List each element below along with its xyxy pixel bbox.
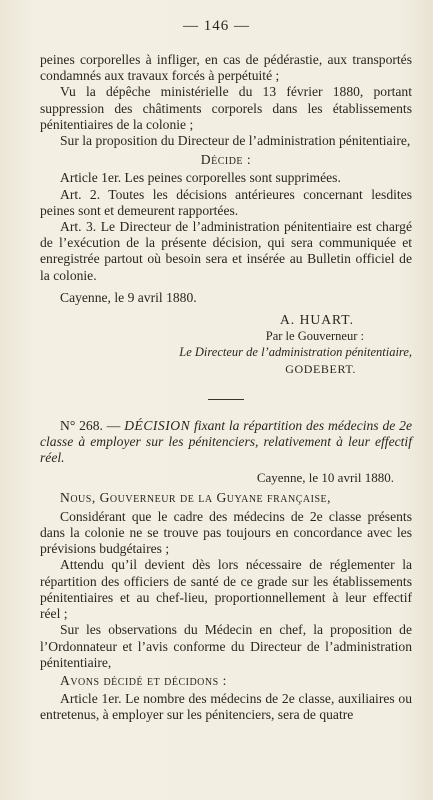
decision-date: Cayenne, le 10 avril 1880.	[256, 470, 394, 486]
nous-line: Nous, Gouverneur de la Guyane française,	[60, 489, 332, 505]
signature-name: A. HUART.	[279, 312, 354, 328]
date-line: Cayenne, le 9 avril 1880.	[60, 289, 197, 305]
decide-heading: Décide :	[200, 152, 252, 168]
decision-kind: DÉCISION	[124, 417, 191, 433]
signature-title: Le Directeur de l’administration pénitentiaire,	[179, 345, 412, 360]
section-divider	[208, 399, 244, 400]
paragraph: Attendu qu’il devient dès lors nécessaire de réglementer la répartition des officiers de santé de ce grade sur les établissements pénitentiaires et au chef-lieu, proportionnellement à leur effectif réel ;	[40, 557, 412, 622]
signature-role: Par le Gouverneur :	[265, 329, 364, 344]
avons-heading: Avons décidé et décidons :	[60, 672, 227, 688]
signature-name-2: GODEBERT.	[285, 361, 356, 376]
article: Article 1er. Les peines corporelles sont supprimées.	[60, 170, 341, 186]
paragraph: Sur les observations du Médecin en chef, la proposition de l’Ordonnateur et l’avis conforme du Directeur de l’administration pénitentiaire,	[40, 622, 412, 670]
decision-number: N° 268. —	[60, 417, 121, 433]
page-number: — 146 —	[183, 18, 250, 34]
page-body	[40, 52, 412, 724]
decision-title	[40, 418, 412, 467]
paragraph: peines corporelles à infliger, en cas de pédérastie, aux transportés condamnés aux travaux forcés à perpétuité ;	[40, 52, 412, 84]
decision-subject: fixant la répartition des médecins de 2e classe à employer sur les pénitenciers, relativement à leur effectif réel.	[40, 417, 412, 466]
paragraph: Vu la dépêche ministérielle du 13 février 1880, portant suppression des châtiments corporels dans les établissements pénitentiaires de la colonie ;	[40, 84, 412, 132]
article: Art. 2. Toutes les décisions antérieures concernant lesdites peines sont et demeurent rapportées.	[40, 186, 412, 218]
paragraph: Sur la proposition du Directeur de l’administration pénitentiaire,	[60, 133, 411, 149]
paragraph: Considérant que le cadre des médecins de 2e classe présents dans la colonie ne se trouve pas toujours en concordance avec les prévisions budgétaires ;	[40, 508, 412, 557]
article: Article 1er. Le nombre des médecins de 2e classe, auxiliaires ou entretenus, à employer sur les pénitenciers, sera de quatre	[40, 691, 412, 723]
article: Art. 3. Le Directeur de l’administration pénitentiaire est chargé de l’exécution de la présente décision, qui sera communiquée et enregistrée partout où besoin sera et insérée au Bulletin officiel de la colonie.	[40, 219, 412, 283]
